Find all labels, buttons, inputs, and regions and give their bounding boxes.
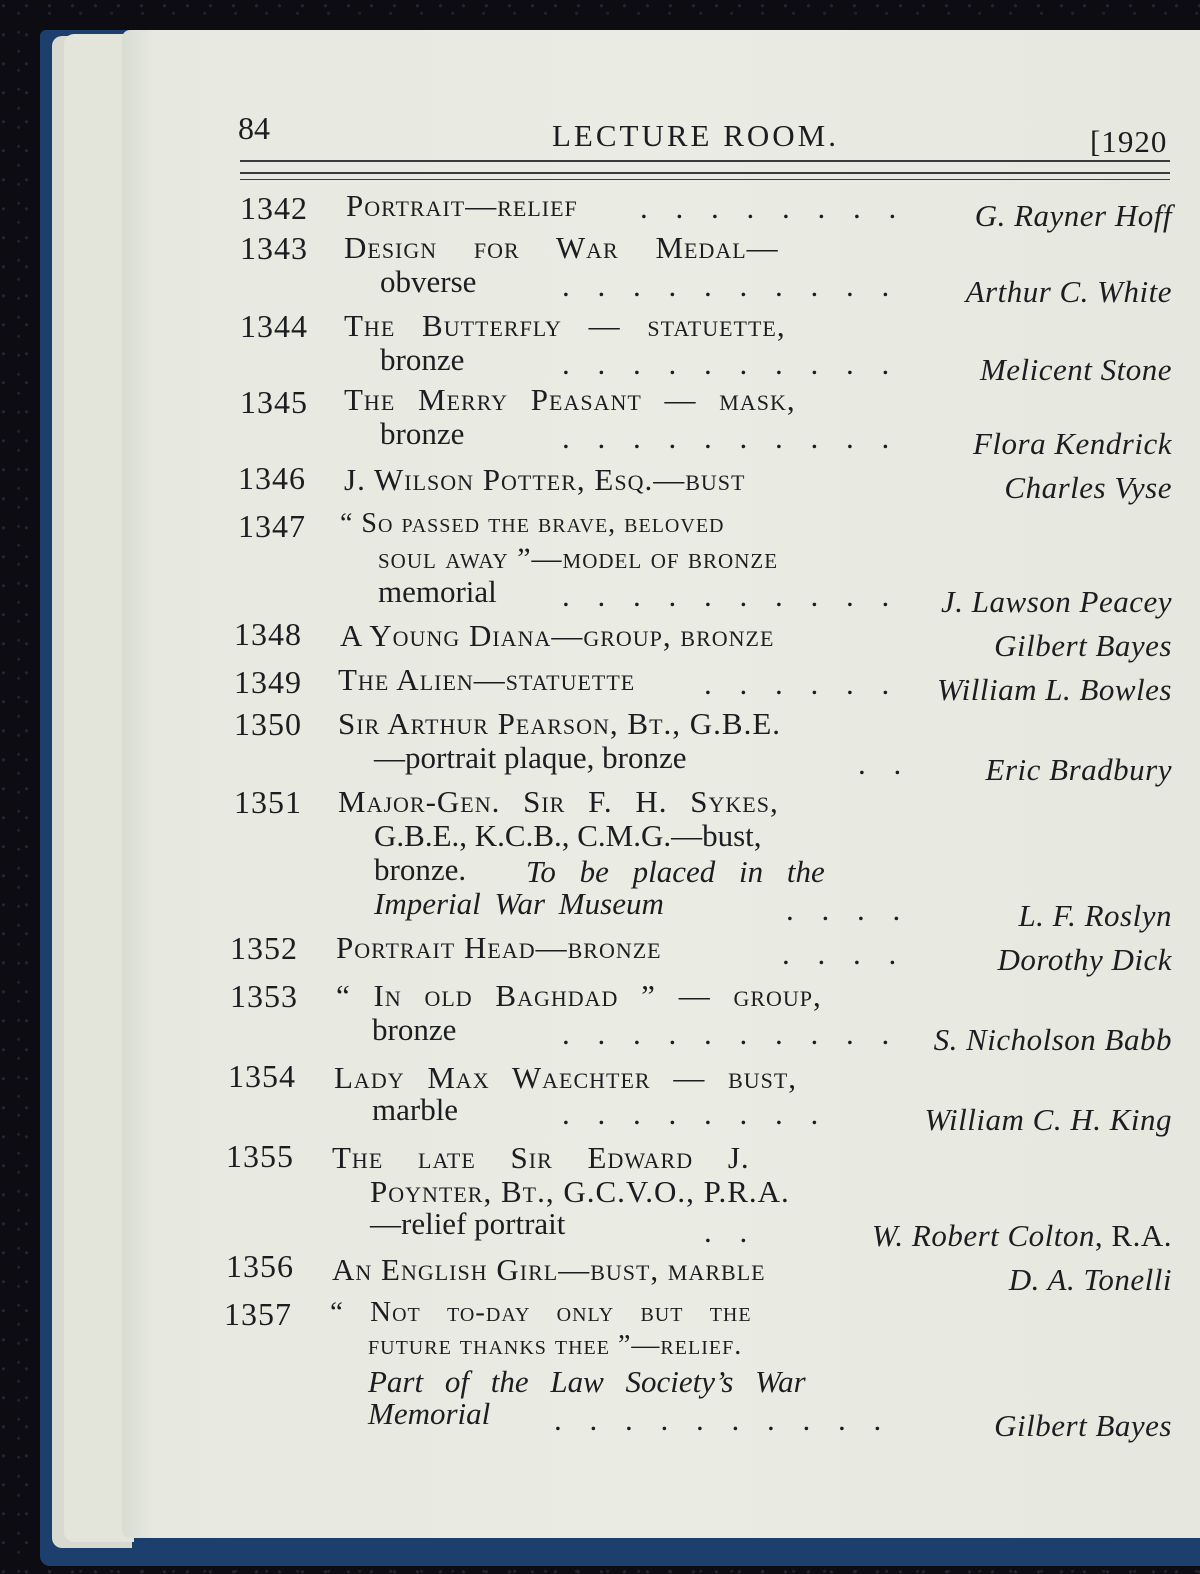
running-title: LECTURE ROOM. [552, 118, 839, 153]
entry-artist [872, 1218, 1172, 1254]
leader-dots: . . . . . . . . . . [562, 268, 900, 303]
entry-artist: Arthur C. White [965, 274, 1172, 309]
entry-artist: L. F. Roslyn [1018, 898, 1172, 933]
entry-title-cont: bronze [380, 342, 465, 377]
entry-title: The Merry Peasant — mask, [344, 382, 796, 417]
entry-number: 1351 [234, 784, 302, 820]
entry-title-cont: bronze [380, 416, 465, 451]
entry-artist: G. Rayner Hoff [974, 198, 1172, 233]
entry-number: 1356 [226, 1248, 294, 1284]
entry-number: 1353 [230, 978, 298, 1014]
entry-title-cont: obverse [380, 264, 477, 299]
leader-dots: . . . . . . . . . . [554, 1402, 892, 1437]
entry-title: Sir Arthur Pearson, Bt., G.B.E. [338, 706, 782, 741]
entry-artist: Dorothy Dick [997, 942, 1172, 977]
entry-title: Major-Gen. Sir F. H. Sykes, [338, 784, 779, 819]
entry-title-cont: Poynter, Bt., G.C.V.O., P.R.A. [370, 1174, 790, 1209]
leader-dots: . . . . . . . . . . [562, 1016, 900, 1051]
entry-artist: D. A. Tonelli [1008, 1262, 1172, 1297]
entry-number: 1348 [234, 616, 302, 652]
entry-number: 1343 [240, 230, 308, 266]
entry-number: 1345 [240, 384, 308, 420]
entry-title-cont: marble [372, 1092, 459, 1127]
leader-dots: . . [704, 1214, 758, 1249]
entry-note: Part of the Law Society’s War [368, 1364, 806, 1399]
entry-title-cont: future thanks thee ”—relief. [368, 1330, 743, 1361]
entry-note: To be placed in the [526, 854, 825, 889]
artist-honours: , R.A. [1094, 1218, 1172, 1253]
entry-number: 1349 [234, 664, 302, 700]
entry-artist: Eric Bradbury [985, 752, 1172, 787]
entry-title-cont: soul away ”—model of bronze [378, 542, 779, 575]
entry-artist: Melicent Stone [979, 352, 1172, 387]
entry-number: 1354 [228, 1058, 296, 1094]
entry-title-cont: memorial [378, 574, 497, 609]
entry-title: Portrait Head—bronze [336, 930, 662, 965]
entry-note: Memorial [368, 1396, 491, 1431]
entry-title-cont: G.B.E., K.C.B., C.M.G.—bust, [374, 818, 762, 853]
entry-number: 1357 [224, 1296, 292, 1332]
entry-title: The late Sir Edward J. [332, 1140, 750, 1175]
leader-dots: . . . . . . . . [562, 1096, 829, 1131]
entry-title: The Butterfly — statuette, [344, 308, 786, 343]
header-rule [240, 172, 1170, 174]
entry-title: An English Girl—bust, marble [332, 1252, 766, 1287]
leader-dots: . . . . . . . . . . [562, 578, 900, 613]
entry-title: Design for War Medal— [344, 230, 779, 265]
entry-title: “ So passed the brave, beloved [340, 508, 725, 539]
entry-artist: Charles Vyse [1004, 470, 1172, 505]
header-rule [240, 160, 1170, 162]
entry-title: A Young Diana—group, bronze [340, 618, 775, 653]
entry-number: 1344 [240, 308, 308, 344]
leader-dots: . . . . [786, 892, 911, 927]
leader-dots: . . [858, 746, 912, 781]
leader-dots: . . . . . . . . . . [562, 420, 900, 455]
header-rule [240, 179, 1170, 180]
entry-artist: Gilbert Bayes [994, 628, 1172, 663]
leader-dots: . . . . . . . . [640, 190, 907, 225]
entry-number: 1352 [230, 930, 298, 966]
entry-number: 1346 [238, 460, 306, 496]
entry-title: Lady Max Waechter — bust, [334, 1060, 798, 1095]
page-number: 84 [238, 110, 270, 146]
entry-title: “ In old Baghdad ” — group, [336, 978, 822, 1013]
entry-note: Imperial War Museum [374, 886, 664, 921]
entry-title: Portrait—relief [346, 188, 578, 223]
entry-title-cont: —relief portrait [370, 1206, 566, 1241]
artist-name: W. Robert Colton [871, 1218, 1095, 1253]
entry-artist: J. Lawson Peacey [941, 584, 1172, 619]
entry-title-cont: bronze. [374, 852, 467, 887]
entry-artist: William L. Bowles [937, 672, 1172, 707]
entry-artist: Gilbert Bayes [994, 1408, 1172, 1443]
leader-dots: . . . . [782, 936, 907, 971]
entry-title: “ Not to-day only but the [330, 1296, 752, 1328]
entry-title: The Alien—statuette [338, 662, 636, 697]
entry-number: 1347 [238, 508, 306, 544]
entry-artist: William C. H. King [924, 1102, 1172, 1137]
entry-artist: Flora Kendrick [973, 426, 1172, 461]
entry-title-cont: bronze [372, 1012, 457, 1047]
entry-number: 1342 [240, 190, 308, 226]
leader-dots: . . . . . . [704, 666, 900, 701]
entry-number: 1355 [226, 1138, 294, 1174]
entry-title-cont: —portrait plaque, bronze [374, 740, 687, 775]
entry-artist: S. Nicholson Babb [933, 1022, 1172, 1057]
book-page [122, 30, 1200, 1538]
running-year: [1920 [1090, 124, 1168, 159]
entry-number: 1350 [234, 706, 302, 742]
entry-title: J. Wilson Potter, Esq.—bust [344, 462, 746, 497]
leader-dots: . . . . . . . . . . [562, 346, 900, 381]
